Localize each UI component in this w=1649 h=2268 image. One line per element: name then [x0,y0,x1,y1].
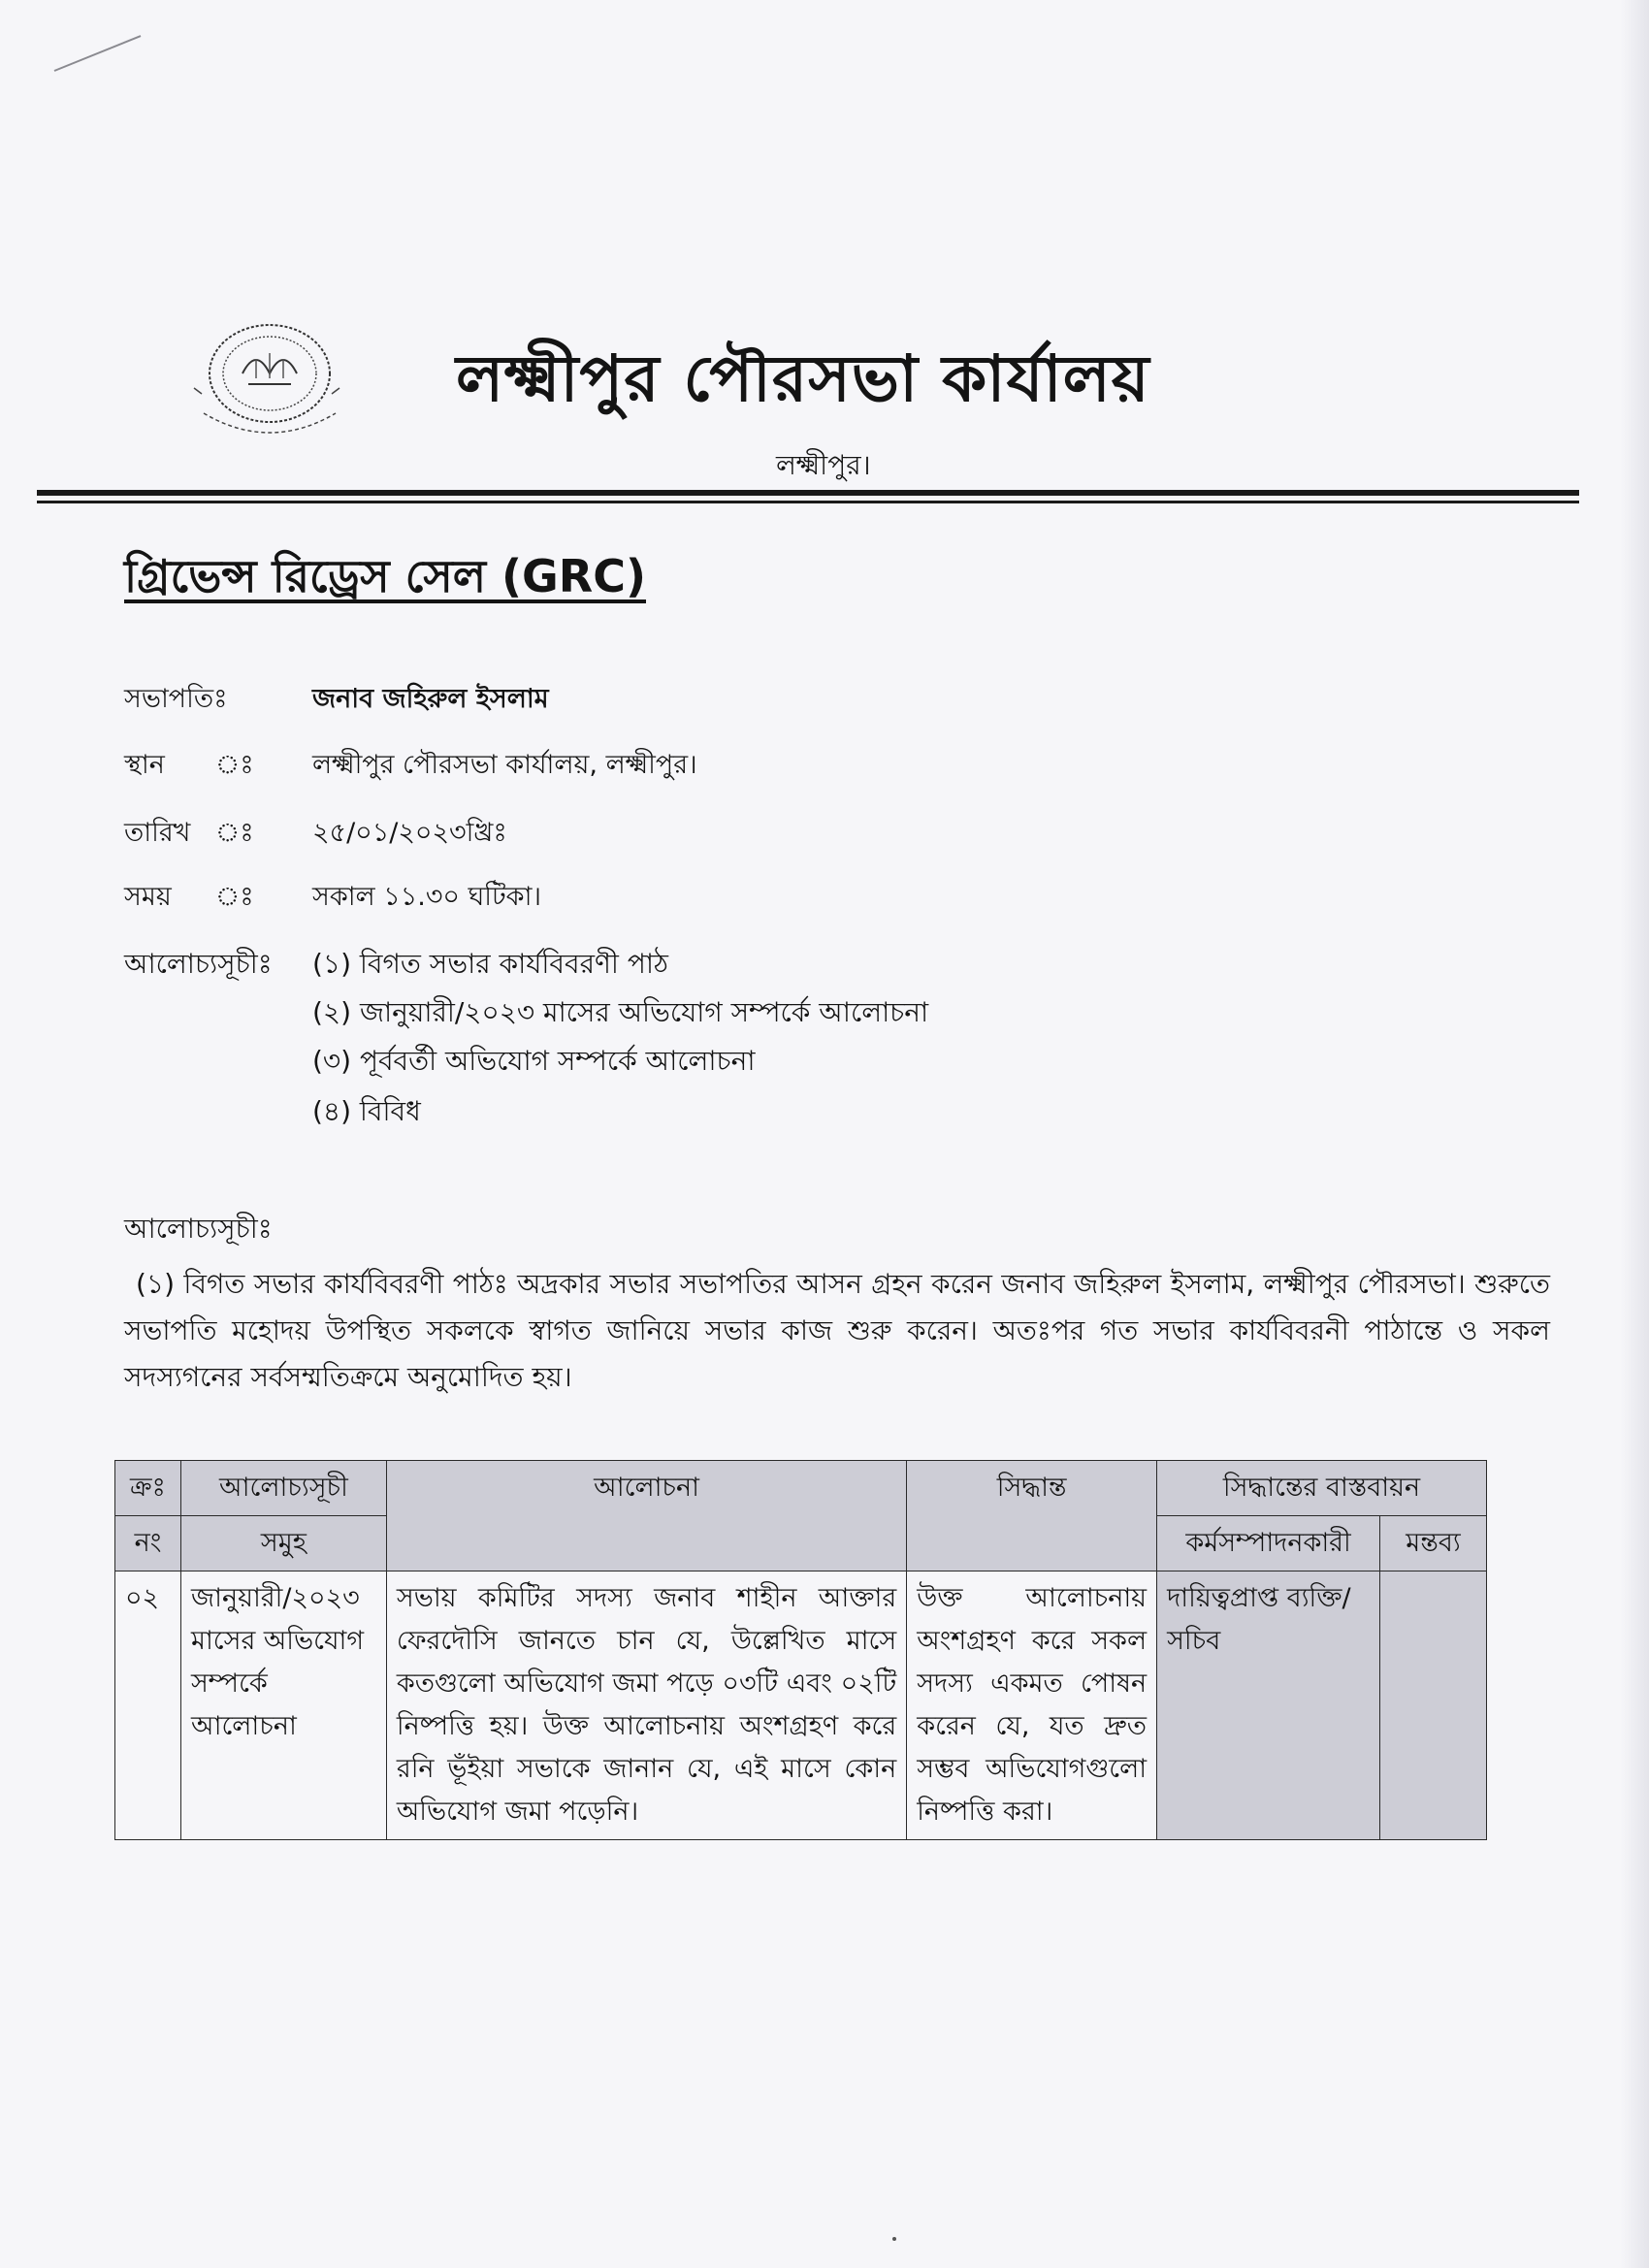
decision-cell: উক্ত আলোচনায় অংশগ্রহণ করে সকল সদস্য একমত পোষন করেন যে, যত দ্রুত সম্ভব অভিযোগগুলো নিষ্পত্তি করা। [907,1571,1157,1840]
office-place: লক্ষ্মীপুর। [776,449,871,481]
decision-table [114,1460,1487,1840]
time-value: সকাল ১১.৩০ ঘটিকা। [312,882,542,912]
agenda-item: (৩) পূর্ববর্তী অভিযোগ সম্পর্কে আলোচনা [312,1045,756,1077]
remarks-header: মন্তব্য [1380,1516,1487,1571]
implementation-header: সিদ্ধান্তের বাস্তবায়ন [1157,1461,1487,1516]
scan-edge [1620,0,1649,2268]
municipality-seal-icon [184,320,354,446]
serial-cell: ০২ [115,1571,181,1840]
header-rule [37,490,1579,496]
agenda-item: (১) বিগত সভার কার্যবিবরণী পাঠ [312,948,668,980]
agenda-item: (২) জানুয়ারী/২০২৩ মাসের অভিযোগ সম্পর্কে আলোচনা [312,996,929,1028]
date-value: ২৫/০১/২০২৩খ্রিঃ [312,818,507,848]
venue-value: লক্ষ্মীপুর পৌরসভা কার্যালয়, লক্ষ্মীপুর। [312,750,697,780]
discussion-cell: সভায় কমিটির সদস্য জনাব শাহীন আক্তার ফেরদৌসি জানতে চান যে, উল্লেখিত মাসে কতগুলো অভিযোগ জমা পড়ে ০৩টি এবং ০২টি নিষ্পত্তি হয়। উক্ত আলোচনায় অংশগ্রহণ করে রনি ভূঁইয়া সভাকে জানান যে, এই মাসে কোন অভিযোগ জমা পড়েনি। [386,1571,906,1840]
date-label: তারিখ [124,818,191,848]
serial-header-bottom: নং [115,1516,181,1571]
venue-label: স্থান [124,750,165,780]
agenda-cell: জানুয়ারী/২০২৩ মাসের অভিযোগ সম্পর্কে আলোচনা [180,1571,386,1840]
minutes-paragraph: (১) বিগত সভার কার্যবিবরণী পাঠঃ অদ্রকার সভার সভাপতির আসন গ্রহন করেন জনাব জহিরুল ইসলাম, লক্ষ্মীপুর পৌরসভা। শুরুতে সভাপতি মহোদয় উপস্থিত সকলকে স্বাগত জানিয়ে সভার কাজ শুরু করেন। অতঃপর গত সভার কার্যবিবরনী পাঠান্তে ও সকল সদস্যগনের সর্বসম্মতিক্রমে অনুমোদিত হয়। [124,1268,1550,1393]
pen-mark [54,35,142,72]
chair-value: জনাব জহিরুল ইসলাম [312,684,549,714]
page-title: গ্রিভেন্স রিড্রেস সেল (GRC) [124,550,646,602]
minutes-heading: আলোচ্যসূচীঃ [124,1213,273,1245]
remarks-cell [1380,1571,1487,1840]
decision-header: সিদ্ধান্ত [907,1461,1157,1571]
serial-header-top: ক্রঃ [115,1461,181,1516]
discussion-header: আলোচনা [386,1461,906,1571]
office-name: লক্ষ্মীপুর পৌরসভা কার্যালয় [456,341,1150,416]
date-colon: ঃ [215,818,254,848]
table-row [115,1571,1487,1840]
table-header-row [115,1461,1487,1516]
stray-dot [892,2237,896,2241]
agenda-header-bottom: সমুহ [180,1516,386,1571]
time-label: সময় [124,882,172,912]
implementer-header: কর্মসম্পাদনকারী [1157,1516,1380,1571]
agenda-heading: আলোচ্যসূচীঃ [124,948,273,980]
implementer-cell: দায়িত্বপ্রাপ্ত ব্যক্তি/ সচিব [1157,1571,1380,1840]
header-rule-thin [37,501,1579,503]
agenda-header-top: আলোচ্যসূচী [180,1461,386,1516]
venue-colon: ঃ [215,750,254,780]
agenda-item: (৪) বিবিধ [312,1095,421,1127]
chair-label: সভাপতিঃ [124,684,228,714]
time-colon: ঃ [215,882,254,912]
